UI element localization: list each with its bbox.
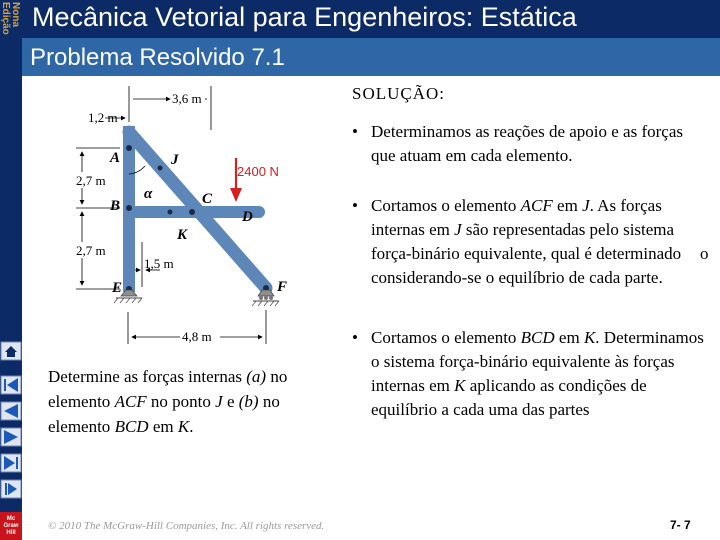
problem-point-k: K — [177, 417, 190, 436]
mcgraw-hill-logo — [0, 512, 22, 540]
label-d: D — [242, 209, 253, 225]
label-a: A — [110, 150, 121, 166]
bullet-1-text: Determinamos as reações de apoio e as forças que atuam em cada elemento. — [371, 122, 684, 165]
problem-text-2: no elemento — [48, 367, 288, 411]
problem-point-j: J — [215, 392, 223, 411]
solution-bullet-1 — [352, 120, 710, 168]
edition-line-1: Nona — [10, 2, 21, 27]
problem-text-7: . — [189, 417, 194, 436]
label-alpha: α — [144, 186, 153, 202]
bullet-3-text: Cortamos o elemento BCD em K. Determinamos o sistema força-binário equivalente às forças internas em K aplicando as condições de equilíbrio a cada uma das partes — [371, 328, 704, 419]
home-icon[interactable] — [0, 341, 22, 361]
dim-1-5m: 1,5 m — [144, 256, 174, 271]
label-b: B — [110, 198, 121, 214]
header-bar — [22, 0, 720, 38]
bullet-marker: • — [352, 122, 358, 141]
exit-icon[interactable] — [0, 479, 22, 499]
problem-member-acf: ACF — [114, 392, 147, 411]
dim-2-7m-lower: 2,7 m — [76, 243, 106, 258]
problem-statement — [48, 364, 340, 439]
edition-line-2: Edição — [0, 2, 11, 35]
left-sidebar — [0, 0, 22, 540]
problem-text-6: em — [148, 417, 178, 436]
logo-line-3: Hill — [6, 529, 16, 536]
copyright-footer: © 2010 The McGraw-Hill Companies, Inc. All rights reserved. — [48, 520, 325, 532]
next-slide-icon[interactable] — [0, 427, 22, 447]
dim-2-7m-upper: 2,7 m — [76, 173, 106, 188]
subheader-bar — [22, 38, 720, 76]
last-slide-icon[interactable] — [0, 453, 22, 473]
support-f — [252, 290, 279, 306]
previous-slide-icon[interactable] — [0, 401, 22, 421]
page-title: Mecânica Vetorial para Engenheiros: Estática — [32, 2, 577, 32]
label-e: E — [112, 280, 123, 296]
label-c: C — [202, 191, 213, 207]
load-label: 2400 N — [237, 164, 279, 179]
problem-part-b: (b) — [238, 392, 259, 411]
problem-part-a: (a) — [246, 367, 267, 386]
solution-bullet-2 — [352, 194, 710, 290]
label-f: F — [277, 279, 288, 295]
label-k: K — [177, 227, 188, 243]
edition-label — [0, 0, 22, 44]
solution-bullet-3 — [352, 326, 710, 422]
problem-text-5: no elemento — [48, 392, 280, 436]
dim-1-2m: 1,2 m — [88, 110, 118, 125]
dim-3-6m: 3,6 m — [172, 91, 202, 106]
frame-diagram — [70, 82, 310, 350]
problem-text-1: Determine as forças internas — [48, 367, 247, 386]
bullet-marker: • — [352, 328, 358, 347]
problem-text-3: no ponto — [146, 392, 216, 411]
dim-4-8m: 4,8 m — [182, 329, 212, 344]
page-subtitle: Problema Resolvido 7.1 — [30, 44, 285, 71]
problem-text-4: e — [222, 392, 239, 411]
first-slide-icon[interactable] — [0, 375, 22, 395]
bullet-marker: • — [352, 196, 358, 215]
bullet-2-text: Cortamos o elemento ACF em J. As forças internas em J são representadas pelo sistema força-binário equivalente, qual é determinado considerando-se o equilíbrio de cada parte. — [371, 196, 682, 287]
label-j: J — [171, 152, 179, 168]
page-number: 7- 7 — [670, 518, 691, 532]
stray-text: o — [700, 244, 709, 263]
solution-heading: SOLUÇÃO: — [352, 84, 446, 103]
logo-line-1: Mc — [6, 515, 16, 522]
logo-line-2: Graw — [3, 522, 19, 529]
problem-member-bcd: BCD — [114, 417, 149, 436]
